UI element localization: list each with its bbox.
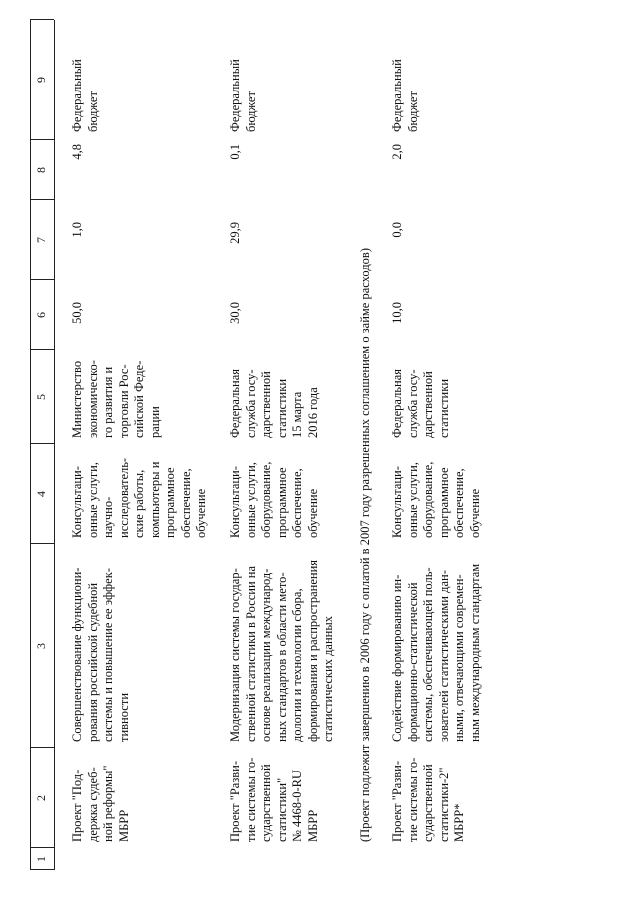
executor: Министерство экономическо- го развития и торговли Рос- сийской Феде- рации xyxy=(70,360,162,438)
project-name: Проект "Разви- тие системы го- сударственной статистики" № 4468-0-RU МБРР xyxy=(228,757,320,842)
procurement-types: Консультаци- онные услуги, оборудование, программное обеспечение, обучение xyxy=(228,461,320,538)
col-divider xyxy=(30,19,54,20)
column-number: 6 xyxy=(34,312,48,318)
executor: Федеральная служба госу- дарственной статистики 15 марта 2016 года xyxy=(228,368,320,438)
amount-col-6: 30,0 xyxy=(228,302,242,324)
col-divider xyxy=(30,747,54,748)
col-divider xyxy=(30,199,54,200)
col-divider xyxy=(30,349,54,350)
amount-col-8: 2,0 xyxy=(390,144,404,160)
project-name: Проект "Под- держка судеб- ной реформы" МБРР xyxy=(70,765,131,842)
amount-col-7: 1,0 xyxy=(70,222,84,238)
amount-col-7: 0,0 xyxy=(390,222,404,238)
funding-source: Федеральный бюджет xyxy=(228,59,258,132)
column-number: 9 xyxy=(34,77,48,83)
project-note: (Проект подлежит завершению в 2006 году с оплатой в 2007 году разрешенных соглашением о займе расходов) xyxy=(358,247,372,842)
col-divider xyxy=(30,543,54,544)
funding-source: Федеральный бюджет xyxy=(390,59,420,132)
amount-col-7: 29,9 xyxy=(228,222,242,244)
amount-col-8: 0,1 xyxy=(228,144,242,160)
column-number: 5 xyxy=(34,394,48,400)
procurement-types: Консультаци- онные услуги, оборудование, программное обеспечение, обучение xyxy=(390,461,482,538)
amount-col-6: 10,0 xyxy=(390,302,404,324)
col-divider xyxy=(30,869,54,870)
amount-col-8: 4,8 xyxy=(70,144,84,160)
column-number: 4 xyxy=(34,491,48,497)
project-name: Проект "Разви- тие системы го- сударственной статистики-2" МБРР* xyxy=(390,757,466,842)
column-number: 7 xyxy=(34,237,48,243)
funding-source: Федеральный бюджет xyxy=(70,59,100,132)
amount-col-6: 50,0 xyxy=(70,302,84,324)
column-number: 3 xyxy=(34,643,48,649)
column-number: 2 xyxy=(34,795,48,801)
header-bottom-border xyxy=(54,20,55,870)
col-divider xyxy=(30,279,54,280)
project-goal: Содействие формированию ин- формационно-статистической системы, обеспечивающей поль- зователей статистическими дан- ными, отвечающими современ- ным международным стандартам xyxy=(390,563,482,742)
executor: Федеральная служба госу- дарственной статистики xyxy=(390,368,451,438)
header-top-border xyxy=(30,20,31,870)
procurement-types: Консультаци- онные услуги, научно- исследователь- ские работы, компьютеры и программное обеспечение, обучение xyxy=(70,457,208,538)
column-number: 8 xyxy=(34,167,48,173)
project-goal: Совершенствование функциони- рования российской судебной системы и повышение ее эффек- тивности xyxy=(70,567,131,742)
col-divider xyxy=(30,443,54,444)
project-goal: Модернизация системы государ- ственной статистики в России на основе реализации международ- ных стандартов в области мето- дологии и технологии сбора, формирования и распространения статистических данных xyxy=(228,559,335,742)
col-divider xyxy=(30,139,54,140)
column-number: 1 xyxy=(34,856,48,862)
col-divider xyxy=(30,847,54,848)
